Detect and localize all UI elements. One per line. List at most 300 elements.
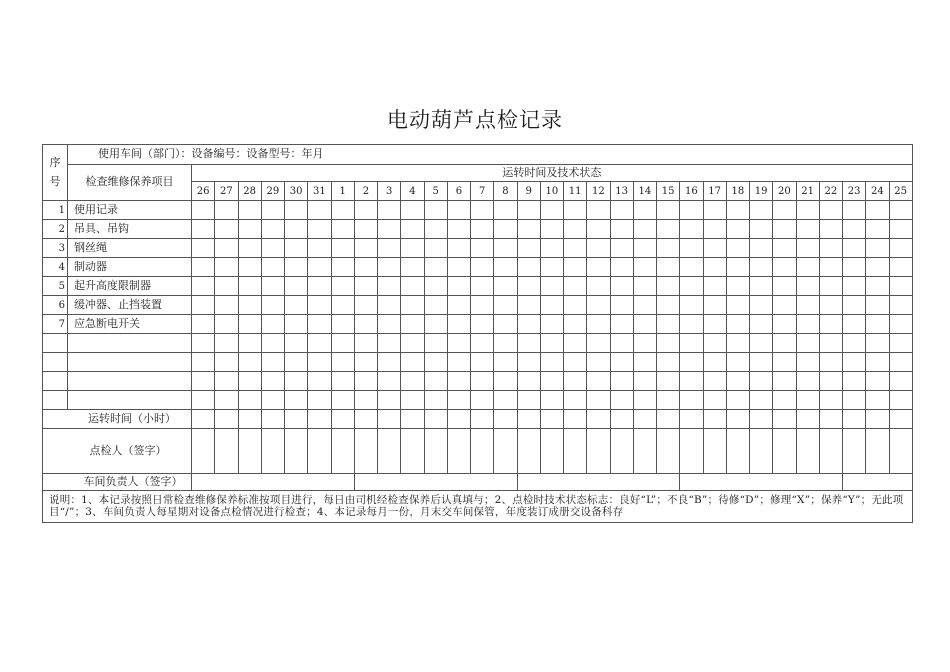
status-cell[interactable]	[331, 372, 354, 391]
runtime-hours-cell[interactable]	[773, 410, 796, 429]
runtime-hours-cell[interactable]	[564, 410, 587, 429]
status-cell[interactable]	[889, 315, 912, 334]
status-cell[interactable]	[866, 353, 889, 372]
inspector-signature-cell[interactable]	[680, 429, 703, 474]
status-cell[interactable]	[331, 334, 354, 353]
status-cell[interactable]	[378, 277, 401, 296]
status-cell[interactable]	[843, 201, 866, 220]
inspector-signature-cell[interactable]	[657, 429, 680, 474]
status-cell[interactable]	[587, 220, 610, 239]
status-cell[interactable]	[331, 353, 354, 372]
status-cell[interactable]	[261, 296, 284, 315]
inspector-signature-cell[interactable]	[401, 429, 424, 474]
status-cell[interactable]	[285, 258, 308, 277]
status-cell[interactable]	[610, 258, 633, 277]
status-cell[interactable]	[215, 296, 238, 315]
status-cell[interactable]	[331, 239, 354, 258]
status-cell[interactable]	[261, 239, 284, 258]
status-cell[interactable]	[238, 201, 261, 220]
status-cell[interactable]	[610, 391, 633, 410]
status-cell[interactable]	[331, 277, 354, 296]
status-cell[interactable]	[471, 258, 494, 277]
status-cell[interactable]	[726, 372, 749, 391]
status-cell[interactable]	[819, 353, 842, 372]
status-cell[interactable]	[889, 201, 912, 220]
inspector-signature-cell[interactable]	[703, 429, 726, 474]
status-cell[interactable]	[866, 239, 889, 258]
status-cell[interactable]	[680, 201, 703, 220]
status-cell[interactable]	[192, 334, 215, 353]
status-cell[interactable]	[750, 296, 773, 315]
inspector-signature-cell[interactable]	[215, 429, 238, 474]
status-cell[interactable]	[796, 239, 819, 258]
status-cell[interactable]	[354, 334, 377, 353]
workshop-head-signature-cell[interactable]	[354, 474, 517, 491]
runtime-hours-cell[interactable]	[331, 410, 354, 429]
status-cell[interactable]	[750, 201, 773, 220]
status-cell[interactable]	[587, 258, 610, 277]
runtime-hours-cell[interactable]	[285, 410, 308, 429]
status-cell[interactable]	[517, 391, 540, 410]
status-cell[interactable]	[285, 391, 308, 410]
status-cell[interactable]	[401, 201, 424, 220]
status-cell[interactable]	[401, 258, 424, 277]
status-cell[interactable]	[238, 353, 261, 372]
status-cell[interactable]	[773, 220, 796, 239]
status-cell[interactable]	[285, 296, 308, 315]
status-cell[interactable]	[843, 296, 866, 315]
inspector-signature-cell[interactable]	[424, 429, 447, 474]
status-cell[interactable]	[378, 315, 401, 334]
status-cell[interactable]	[308, 277, 331, 296]
status-cell[interactable]	[819, 391, 842, 410]
status-cell[interactable]	[564, 296, 587, 315]
runtime-hours-cell[interactable]	[889, 410, 912, 429]
status-cell[interactable]	[447, 372, 470, 391]
runtime-hours-cell[interactable]	[796, 410, 819, 429]
status-cell[interactable]	[285, 277, 308, 296]
status-cell[interactable]	[633, 277, 656, 296]
status-cell[interactable]	[564, 315, 587, 334]
runtime-hours-cell[interactable]	[819, 410, 842, 429]
status-cell[interactable]	[308, 201, 331, 220]
status-cell[interactable]	[703, 220, 726, 239]
status-cell[interactable]	[285, 201, 308, 220]
status-cell[interactable]	[610, 296, 633, 315]
status-cell[interactable]	[378, 258, 401, 277]
status-cell[interactable]	[796, 258, 819, 277]
status-cell[interactable]	[773, 334, 796, 353]
status-cell[interactable]	[843, 277, 866, 296]
status-cell[interactable]	[238, 277, 261, 296]
status-cell[interactable]	[192, 391, 215, 410]
status-cell[interactable]	[540, 391, 563, 410]
status-cell[interactable]	[308, 372, 331, 391]
status-cell[interactable]	[354, 239, 377, 258]
status-cell[interactable]	[517, 220, 540, 239]
status-cell[interactable]	[494, 201, 517, 220]
status-cell[interactable]	[843, 315, 866, 334]
status-cell[interactable]	[726, 391, 749, 410]
status-cell[interactable]	[633, 391, 656, 410]
status-cell[interactable]	[564, 334, 587, 353]
runtime-hours-cell[interactable]	[680, 410, 703, 429]
status-cell[interactable]	[540, 220, 563, 239]
status-cell[interactable]	[540, 296, 563, 315]
status-cell[interactable]	[889, 353, 912, 372]
status-cell[interactable]	[657, 258, 680, 277]
inspector-signature-cell[interactable]	[819, 429, 842, 474]
runtime-hours-cell[interactable]	[215, 410, 238, 429]
status-cell[interactable]	[680, 239, 703, 258]
workshop-head-signature-cell[interactable]	[680, 474, 843, 491]
status-cell[interactable]	[540, 315, 563, 334]
runtime-hours-cell[interactable]	[354, 410, 377, 429]
status-cell[interactable]	[750, 334, 773, 353]
workshop-head-signature-cell[interactable]	[192, 474, 355, 491]
status-cell[interactable]	[215, 220, 238, 239]
status-cell[interactable]	[401, 239, 424, 258]
status-cell[interactable]	[378, 391, 401, 410]
inspector-signature-cell[interactable]	[866, 429, 889, 474]
status-cell[interactable]	[819, 220, 842, 239]
status-cell[interactable]	[819, 201, 842, 220]
status-cell[interactable]	[238, 334, 261, 353]
status-cell[interactable]	[354, 296, 377, 315]
status-cell[interactable]	[401, 334, 424, 353]
status-cell[interactable]	[331, 258, 354, 277]
inspector-signature-cell[interactable]	[285, 429, 308, 474]
status-cell[interactable]	[517, 296, 540, 315]
status-cell[interactable]	[378, 201, 401, 220]
status-cell[interactable]	[703, 258, 726, 277]
status-cell[interactable]	[331, 296, 354, 315]
status-cell[interactable]	[633, 201, 656, 220]
status-cell[interactable]	[471, 220, 494, 239]
runtime-hours-cell[interactable]	[517, 410, 540, 429]
status-cell[interactable]	[540, 372, 563, 391]
status-cell[interactable]	[261, 391, 284, 410]
status-cell[interactable]	[192, 258, 215, 277]
status-cell[interactable]	[401, 391, 424, 410]
status-cell[interactable]	[401, 277, 424, 296]
status-cell[interactable]	[657, 277, 680, 296]
status-cell[interactable]	[378, 239, 401, 258]
status-cell[interactable]	[889, 334, 912, 353]
status-cell[interactable]	[703, 277, 726, 296]
status-cell[interactable]	[494, 353, 517, 372]
status-cell[interactable]	[633, 239, 656, 258]
status-cell[interactable]	[308, 239, 331, 258]
status-cell[interactable]	[494, 372, 517, 391]
status-cell[interactable]	[819, 334, 842, 353]
status-cell[interactable]	[680, 353, 703, 372]
status-cell[interactable]	[703, 353, 726, 372]
status-cell[interactable]	[773, 277, 796, 296]
status-cell[interactable]	[726, 201, 749, 220]
status-cell[interactable]	[308, 315, 331, 334]
status-cell[interactable]	[657, 315, 680, 334]
inspector-signature-cell[interactable]	[610, 429, 633, 474]
status-cell[interactable]	[285, 334, 308, 353]
inspector-signature-cell[interactable]	[633, 429, 656, 474]
inspector-signature-cell[interactable]	[447, 429, 470, 474]
inspector-signature-cell[interactable]	[843, 429, 866, 474]
status-cell[interactable]	[215, 315, 238, 334]
status-cell[interactable]	[564, 201, 587, 220]
status-cell[interactable]	[680, 220, 703, 239]
status-cell[interactable]	[680, 258, 703, 277]
status-cell[interactable]	[331, 391, 354, 410]
status-cell[interactable]	[703, 315, 726, 334]
status-cell[interactable]	[494, 277, 517, 296]
status-cell[interactable]	[424, 220, 447, 239]
status-cell[interactable]	[773, 258, 796, 277]
status-cell[interactable]	[889, 239, 912, 258]
status-cell[interactable]	[447, 353, 470, 372]
status-cell[interactable]	[889, 296, 912, 315]
status-cell[interactable]	[331, 220, 354, 239]
status-cell[interactable]	[261, 277, 284, 296]
status-cell[interactable]	[587, 296, 610, 315]
status-cell[interactable]	[447, 239, 470, 258]
status-cell[interactable]	[540, 334, 563, 353]
runtime-hours-cell[interactable]	[261, 410, 284, 429]
status-cell[interactable]	[726, 353, 749, 372]
status-cell[interactable]	[564, 220, 587, 239]
status-cell[interactable]	[680, 372, 703, 391]
runtime-hours-cell[interactable]	[587, 410, 610, 429]
status-cell[interactable]	[796, 391, 819, 410]
runtime-hours-cell[interactable]	[308, 410, 331, 429]
runtime-hours-cell[interactable]	[238, 410, 261, 429]
status-cell[interactable]	[401, 315, 424, 334]
status-cell[interactable]	[889, 277, 912, 296]
status-cell[interactable]	[726, 277, 749, 296]
status-cell[interactable]	[564, 391, 587, 410]
status-cell[interactable]	[354, 277, 377, 296]
inspector-signature-cell[interactable]	[587, 429, 610, 474]
status-cell[interactable]	[680, 277, 703, 296]
status-cell[interactable]	[354, 315, 377, 334]
status-cell[interactable]	[354, 391, 377, 410]
status-cell[interactable]	[610, 201, 633, 220]
runtime-hours-cell[interactable]	[494, 410, 517, 429]
status-cell[interactable]	[610, 315, 633, 334]
status-cell[interactable]	[703, 334, 726, 353]
inspector-signature-cell[interactable]	[750, 429, 773, 474]
status-cell[interactable]	[447, 296, 470, 315]
status-cell[interactable]	[238, 391, 261, 410]
status-cell[interactable]	[424, 334, 447, 353]
status-cell[interactable]	[378, 353, 401, 372]
status-cell[interactable]	[587, 334, 610, 353]
status-cell[interactable]	[424, 277, 447, 296]
workshop-head-signature-cell[interactable]	[517, 474, 680, 491]
status-cell[interactable]	[866, 201, 889, 220]
status-cell[interactable]	[819, 315, 842, 334]
status-cell[interactable]	[796, 296, 819, 315]
runtime-hours-cell[interactable]	[424, 410, 447, 429]
status-cell[interactable]	[843, 334, 866, 353]
status-cell[interactable]	[680, 315, 703, 334]
status-cell[interactable]	[354, 353, 377, 372]
status-cell[interactable]	[494, 239, 517, 258]
status-cell[interactable]	[564, 277, 587, 296]
status-cell[interactable]	[819, 239, 842, 258]
status-cell[interactable]	[447, 201, 470, 220]
status-cell[interactable]	[750, 372, 773, 391]
status-cell[interactable]	[331, 201, 354, 220]
status-cell[interactable]	[471, 315, 494, 334]
status-cell[interactable]	[354, 201, 377, 220]
status-cell[interactable]	[750, 391, 773, 410]
status-cell[interactable]	[238, 315, 261, 334]
status-cell[interactable]	[564, 258, 587, 277]
status-cell[interactable]	[843, 372, 866, 391]
status-cell[interactable]	[819, 258, 842, 277]
status-cell[interactable]	[657, 201, 680, 220]
status-cell[interactable]	[517, 277, 540, 296]
status-cell[interactable]	[819, 372, 842, 391]
status-cell[interactable]	[471, 334, 494, 353]
status-cell[interactable]	[308, 334, 331, 353]
status-cell[interactable]	[587, 391, 610, 410]
status-cell[interactable]	[424, 372, 447, 391]
status-cell[interactable]	[261, 315, 284, 334]
inspector-signature-cell[interactable]	[540, 429, 563, 474]
status-cell[interactable]	[726, 258, 749, 277]
status-cell[interactable]	[308, 296, 331, 315]
status-cell[interactable]	[866, 391, 889, 410]
status-cell[interactable]	[587, 353, 610, 372]
status-cell[interactable]	[796, 315, 819, 334]
status-cell[interactable]	[633, 372, 656, 391]
status-cell[interactable]	[726, 315, 749, 334]
status-cell[interactable]	[447, 277, 470, 296]
status-cell[interactable]	[494, 258, 517, 277]
runtime-hours-cell[interactable]	[843, 410, 866, 429]
status-cell[interactable]	[773, 296, 796, 315]
status-cell[interactable]	[494, 391, 517, 410]
inspector-signature-cell[interactable]	[261, 429, 284, 474]
inspector-signature-cell[interactable]	[773, 429, 796, 474]
inspector-signature-cell[interactable]	[889, 429, 912, 474]
inspector-signature-cell[interactable]	[471, 429, 494, 474]
status-cell[interactable]	[192, 372, 215, 391]
status-cell[interactable]	[261, 353, 284, 372]
status-cell[interactable]	[657, 372, 680, 391]
status-cell[interactable]	[261, 334, 284, 353]
status-cell[interactable]	[238, 239, 261, 258]
inspector-signature-cell[interactable]	[564, 429, 587, 474]
status-cell[interactable]	[866, 315, 889, 334]
runtime-hours-cell[interactable]	[610, 410, 633, 429]
inspector-signature-cell[interactable]	[192, 429, 215, 474]
status-cell[interactable]	[471, 372, 494, 391]
status-cell[interactable]	[750, 258, 773, 277]
status-cell[interactable]	[401, 220, 424, 239]
status-cell[interactable]	[540, 201, 563, 220]
status-cell[interactable]	[657, 220, 680, 239]
status-cell[interactable]	[401, 296, 424, 315]
status-cell[interactable]	[494, 220, 517, 239]
inspector-signature-cell[interactable]	[308, 429, 331, 474]
status-cell[interactable]	[261, 220, 284, 239]
status-cell[interactable]	[633, 353, 656, 372]
runtime-hours-cell[interactable]	[703, 410, 726, 429]
status-cell[interactable]	[866, 220, 889, 239]
status-cell[interactable]	[261, 372, 284, 391]
status-cell[interactable]	[703, 239, 726, 258]
status-cell[interactable]	[796, 334, 819, 353]
status-cell[interactable]	[540, 353, 563, 372]
status-cell[interactable]	[424, 258, 447, 277]
status-cell[interactable]	[657, 239, 680, 258]
status-cell[interactable]	[657, 296, 680, 315]
status-cell[interactable]	[750, 220, 773, 239]
status-cell[interactable]	[773, 315, 796, 334]
status-cell[interactable]	[796, 353, 819, 372]
status-cell[interactable]	[796, 372, 819, 391]
status-cell[interactable]	[796, 201, 819, 220]
status-cell[interactable]	[471, 391, 494, 410]
status-cell[interactable]	[680, 296, 703, 315]
status-cell[interactable]	[773, 391, 796, 410]
status-cell[interactable]	[494, 315, 517, 334]
status-cell[interactable]	[517, 334, 540, 353]
status-cell[interactable]	[564, 353, 587, 372]
status-cell[interactable]	[610, 239, 633, 258]
status-cell[interactable]	[726, 334, 749, 353]
status-cell[interactable]	[517, 315, 540, 334]
runtime-hours-cell[interactable]	[866, 410, 889, 429]
status-cell[interactable]	[215, 334, 238, 353]
status-cell[interactable]	[215, 258, 238, 277]
status-cell[interactable]	[424, 296, 447, 315]
status-cell[interactable]	[471, 277, 494, 296]
status-cell[interactable]	[587, 315, 610, 334]
status-cell[interactable]	[215, 277, 238, 296]
status-cell[interactable]	[889, 258, 912, 277]
status-cell[interactable]	[587, 239, 610, 258]
status-cell[interactable]	[866, 277, 889, 296]
status-cell[interactable]	[285, 239, 308, 258]
status-cell[interactable]	[285, 220, 308, 239]
status-cell[interactable]	[192, 201, 215, 220]
status-cell[interactable]	[657, 334, 680, 353]
status-cell[interactable]	[192, 353, 215, 372]
status-cell[interactable]	[424, 315, 447, 334]
status-cell[interactable]	[192, 220, 215, 239]
status-cell[interactable]	[773, 353, 796, 372]
status-cell[interactable]	[633, 220, 656, 239]
status-cell[interactable]	[750, 277, 773, 296]
status-cell[interactable]	[447, 315, 470, 334]
status-cell[interactable]	[261, 258, 284, 277]
status-cell[interactable]	[401, 353, 424, 372]
status-cell[interactable]	[238, 220, 261, 239]
inspector-signature-cell[interactable]	[726, 429, 749, 474]
status-cell[interactable]	[703, 391, 726, 410]
status-cell[interactable]	[238, 258, 261, 277]
status-cell[interactable]	[540, 258, 563, 277]
runtime-hours-cell[interactable]	[378, 410, 401, 429]
status-cell[interactable]	[378, 220, 401, 239]
status-cell[interactable]	[238, 372, 261, 391]
inspector-signature-cell[interactable]	[331, 429, 354, 474]
status-cell[interactable]	[447, 334, 470, 353]
